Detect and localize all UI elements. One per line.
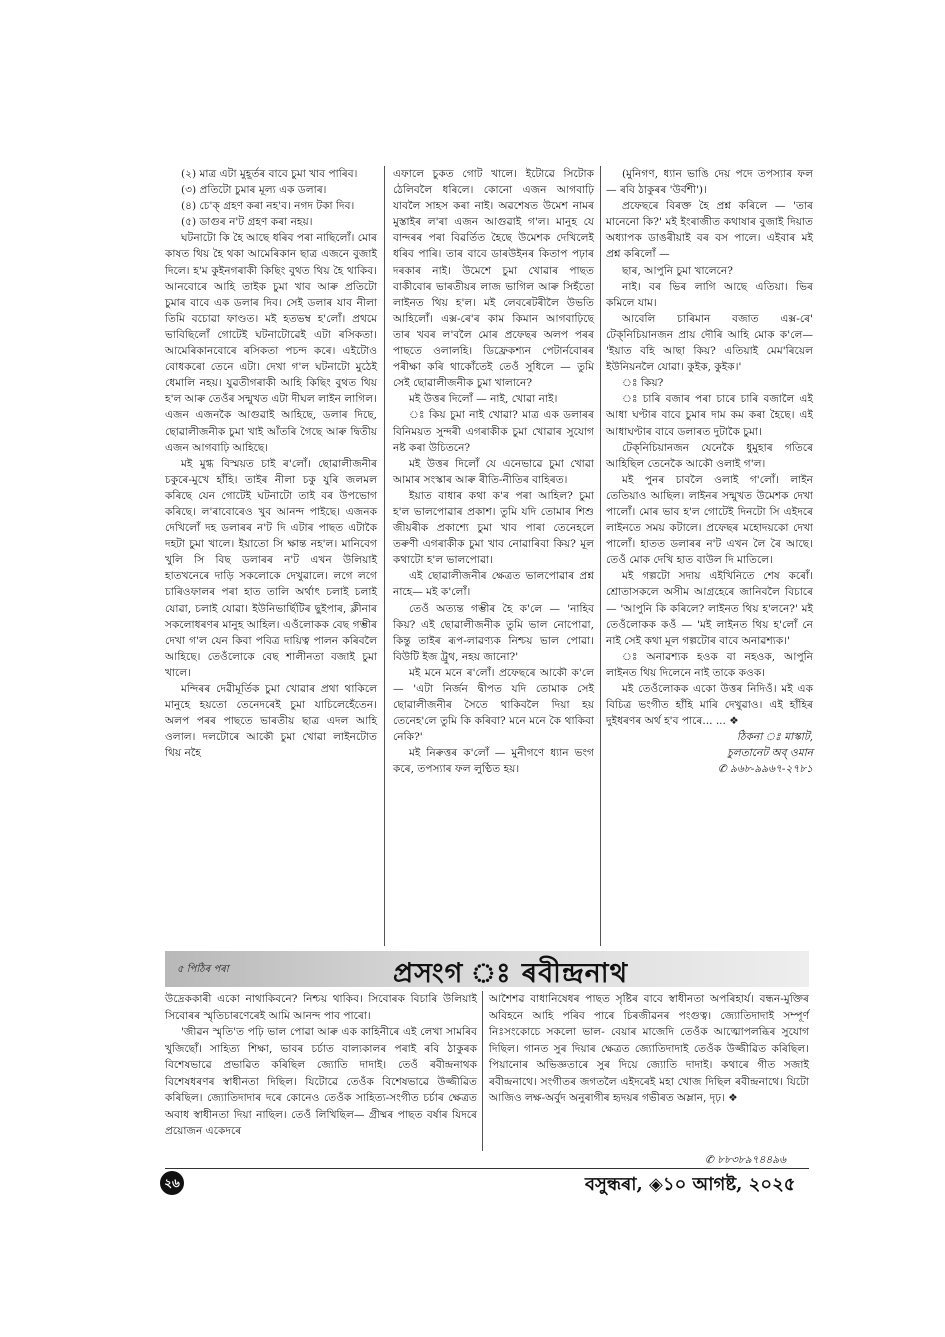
column-divider [482,991,483,1151]
paragraph: মই মনে মনে ৰ'লোঁ। প্ৰফেছৰে আকৌ ক'লে — 'এটা নিৰ্জন দ্বীপত যদি তোমাক সেই ছোৱালীজনীৰ সৈতে থাকিবলৈ দিয়া হয় তেনেহ'লে তুমি কি কৰিবা? মনে মনে কৈ থাকিবা নেকি?' [393,666,594,744]
paragraph: ঘটনাটো কি হৈ আছে ধৰিব পৰা নাছিলোঁ। মোৰ কাষত থিয় হৈ থকা আমেৰিকান ছাত্ৰ এজনে বুজাই দিলে। হ'ম কুইনগৰাকী কিছিং বুথত থিয় হৈ থাকিব। আনবোৰে আহি তাইক চুমা খাব আৰু প্ৰতিটো চুমাৰ বাবে এক ডলাৰ দিব। সেই ডলাৰ যাব নীলা তিমি বচোৱা ফাণ্ডত। মই হতভম্ব হ'লোঁ। প্ৰথমে ভাবিছিলোঁ গোটেই ঘটনাটোৱেই এটা ৰসিকতা। আমেৰিকানবোৰে ৰসিকতা পচন্দ কৰে। এইটোও বোধকৰো তেনে এটা। দেখা গ'ল ঘটনাটো মুঠেই ধেমালি নহয়। যুৱতীগৰাকী আহি কিছিং বুথত থিয় হ'ল আৰু তেওঁৰ সন্মুখত এটা দীঘল লাইন লাগিল। এজন এজনকৈ আগুৱাই আহিছে, ডলাৰ দিছে, ছোৱালীজনীক চুমা খাই আঁতৰি গৈছে আৰু দ্বিতীয় এজন আগবাঢ়ি আহিছে। [165,232,377,454]
paragraph: মই উত্তৰ দিলোঁ — নাই, খোৱা নাই। [409,393,558,406]
column-divider [384,166,385,946]
paragraph: মই পুনৰ চাবলৈ ওলাই গ'লোঁ। লাইন তেতিয়াও আছিল। লাইনৰ সন্মুখত উমেশক দেখা পালোঁ। মোৰ ভাব হ'ল গোটেই দিনটো সি এইদৰে লাইনতে সময় কটালে। প্ৰফেছৰ মহোদয়কো দেখা পালোঁ। হাতত ডলাৰৰ ন'ট এখন লৈ ৰৈ আছে। তেওঁ মোক দেখি হাত বাউল দি মাতিলে। [606,473,813,567]
footer-rule [165,1168,809,1169]
paragraph: মই তেওঁলোকক একো উত্তৰ নিদিওঁ। মই এক বিচিত্ৰ ভংগীত হাঁহি মাৰি দেখুৱাও। এই হাঁহিৰ দুইধৰণৰ অৰ্থ হ'ব পাৰে... ... ❖ [606,683,813,728]
paragraph: ইয়াত বাধাৰ কথা ক'ৰ পৰা আহিল? চুমা হ'ল ভালপোৱাৰ প্ৰকাশ। তুমি যদি তোমাৰ শিশু জীয়ৰীক প্ৰকাশ্যে চুমা খাব পাৰা তেনেহলে তৰুণী এগৰাকীক চুমা খাব নোৱাৰিবা কিয়? মূল কথাটো হ'ল ভালপোৱা। [393,489,594,567]
paragraph: (২) মাত্ৰ এটা মুহূৰ্তৰ বাবে চুমা খাব পাৰিব। [181,168,358,180]
paragraph: এফালে চুকত গোট খালে। ইটোৱে সিটোক ঠেলিবলৈ ধৰিলে। কোনো এজন আগবাঢ়ি যাবলৈ সাহস কৰা নাই। অৱশেষত উমেশ নামৰ মুস্তাইৰ ল'ৰা এজন আগুৱাই গ'ল। মানুহ যে বান্দৰৰ পৰা বিৱৰ্তিত হৈছে উমেশক দেখিলেই ধৰিব পাৰি। তাৰ বাবে ডাৰউইনৰ কিতাপ পঢ়াৰ দৰকাৰ নাই। উমেশে চুমা খোৱাৰ পাছত বাকীবোৰ ভাৰতীয়ৰ লাজ ভাগিল আৰু সিহঁতো লাইনত থিয় হ'ল। মই লেবৰেটৰীলৈ উভতি আহিলোঁ। এক্স-ৰে'ৰ কাম কিমান আগবাঢ়িছে তাৰ খবৰ ল'বলৈ মোৰ প্ৰফেছৰ অলপ পৰৰ পাছতে ওলালহি। ডিফ্ৰেকশ্যন পেটাৰ্নবোৰৰ পৰীক্ষা কৰি থাকোঁতেই তেওঁ সুধিলে — তুমি সেই ছোৱালীজনীক চুমা খালানে? [393,168,594,390]
article-column-2 [393,166,594,778]
paragraph: (মুনিগণ, ধ্যান ভাঙি দেয় পদে তপস্যাৰ ফল — ৰবি ঠাকুৰৰ 'উৰ্বশী')। [606,168,813,197]
paragraph: মই গল্পটো সদায় এইখিনিতে শেষ কৰোঁ। শ্ৰোতাসকলে অসীম আগ্ৰহেৰে জানিবলৈ বিচাৰে — 'আপুনি কি কৰিলে? লাইনত থিয় হ'লনে?' মই তেওঁলোকক কওঁ — 'মই লাইনত থিয় হ'লোঁ নে নাই সেই কথা মূল গল্পটোৰ বাবে অনাৱশ্যক।' [606,570,813,647]
paragraph: (৩) প্ৰতিটো চুমাৰ মূল্য এক ডলাৰ। [181,184,327,197]
article-column-3 [606,166,813,778]
paragraph: মন্দিৰৰ দেৱীমূৰ্তিক চুমা খোৱাৰ প্ৰথা থাকিলে মানুহে হয়তো তেনেদৰেই চুমা যাচিলেহেঁতেন। অলপ পৰৰ পাছতে ভাৰতীয় ছাত্ৰ এদল আহি ওলাল। দলটোৰে আকৌ চুমা খোৱা লাইনটোত থিয় নহৈ [165,683,377,760]
paragraph: মই নিৰুত্তৰ ক'লোঁ — মুনীগণে ধ্যান ভংগ কৰে, তপস্যাৰ ফল লুণ্ঠিত হয়। [393,747,594,776]
continued-column-1 [165,991,477,1140]
paragraph: (৪) চে'ক্ গ্ৰহণ কৰা নহ'ব। নগদ টকা দিব। [181,200,355,213]
paragraph: উদ্ৰেককাৰী একো নাথাকিবনে? নিশ্চয় থাকিব। সিবোৰক বিচাৰি উলিয়াই সিবোৰৰ স্মৃতিচাৰণেৰেই আমি আনন্দ পাব পাৰো। [165,993,477,1022]
column-divider [600,166,601,946]
paragraph: ছাৰ, আপুনি চুমা খালেনে? [622,264,733,277]
continued-column-2 [489,991,809,1107]
author-address: ঠিকনা ঃ মাস্কাট, [736,731,813,744]
paragraph: টেক্‌নিচিয়ানজন যেনেকৈ ধুমুহাৰ গতিৰে আহিছিল তেনেকৈ আকৌ ওলাই গ'ল। [606,441,813,470]
author-place: চুলতানেট অব্ ওমান [727,747,813,760]
paragraph: তেওঁ অত্যন্ত গম্ভীৰ হৈ ক'লে — 'নাহিব কিয়? এই ছোৱালীজনীক তুমি ভাল নোপোৱা, কিন্তু তাইৰ ৰূপ-লাৱণ্যক নিশ্চয় ভাল পোৱা। বিউটি ইজ ট্ৰুথ, নহয় জানো?' [393,602,594,663]
paragraph: মই উত্তৰ দিলোঁ যে এনেভাৱে চুমা খোৱা আমাৰ সংস্কাৰ আৰু ৰীতি-নীতিৰ বাহিৰত। [393,457,594,486]
section-banner [165,951,809,987]
paragraph: (৫) ডাগুৰ ন'ট গ্ৰহণ কৰা নহয়। [181,216,313,229]
paragraph: আবেলি চাৰিমান বজাত এক্স-ৰে' টেক্‌নিচিয়ানজন প্ৰায় দৌৰি আহি মোক ক'লে— 'ইয়াত বহি আছা কিয়? এতিয়াই মেম'ৰিয়েল ইউনিয়নলৈ যোৱা। কুইক, কুইক।' [606,312,813,374]
paragraph: ঃ কিয় চুমা নাই খোৱা? মাত্ৰ এক ডলাৰৰ বিনিময়ত সুন্দৰী এগৰাকীক চুমা খোৱাৰ সুযোগ নষ্ট কৰা উচিতনে? [393,409,594,454]
paragraph: এই ছোৱালীজনীৰ ক্ষেত্ৰত ভালপোৱাৰ প্ৰশ্ন নাহে— মই ক'লোঁ। [393,570,594,599]
author-phone-2: ✆ ৮৮৩৮৯৭৪৪৯৬ [705,1154,787,1166]
paragraph: ঃ অনাৱশ্যক হওক বা নহওক, আপুনি লাইনত থিয় দিলেনে নাই তাকে কওক। [606,650,813,679]
paragraph: 'জীৱন স্মৃতি'ত পঢ়ি ভাল পোৱা আৰু এক কাহিনীৰে এই লেখা সামৰিব খুজিছোঁ। সাহিত্য শিক্ষা, ভাবৰ চৰ্চাত বাল্যকালৰ পৰাই ৰবি ঠাকুৰক বিশেষভাৱে প্ৰভাৱিত কৰিছিল জ্যোতি দাদাই। তেওঁ ৰবীন্দ্ৰনাথক বিশেষধৰণৰ স্বাধীনতা দিছিল। যিটোৱে তেওঁক বিশেষভাৱে উজ্জীৱিত কৰিছিল। জ্যোতিদাদাৰ দৰে কোনেও তেওঁক সাহিত্য-সংগীত চৰ্চাৰ ক্ষেত্ৰত অবাধ স্বাধীনতা দিয়া নাছিল। তেওঁ লিখিছিল— গ্ৰীষ্মৰ পাছত বৰ্ষাৰ যিদৰে প্ৰয়োজন একেদৰে [165,1026,477,1137]
paragraph: নাই। বৰ ভিৰ লাগি আছে এতিয়া। ভিৰ কমিলে যাম। [606,280,813,309]
publication-masthead: বসুন্ধৰা, ◈১০ আগষ্ট, ২০২৫ [585,1174,796,1195]
paragraph: ঃ চাৰি বজাৰ পৰা চাৰে চাৰি বজালৈ এই আধা ঘণ্টাৰ বাবে চুমাৰ দাম কম কৰা হৈছে। এই আধাঘণ্টাৰ বাবে ডলাৰত দুটাকৈ চুমা। [606,393,813,438]
article-column-1 [165,166,377,761]
author-phone: ✆ ৯৬৮-৯৯৬৭-২৭৮১ [717,763,813,776]
paragraph: প্ৰফেছৰে বিৰক্ত হৈ প্ৰশ্ন কৰিলে — 'তাৰ মানেনো কি?' মই ইংৰাজীত কথাষাৰ বুজাই দিয়াত অধ্যাপক ডাঙৰীয়াই বৰ বস পালে। এইবাৰ মই প্ৰশ্ন কৰিলোঁ — [606,200,813,261]
page-number: ২৬ [160,1171,184,1195]
paragraph: আশৈশৱ বাধানিষেধৰ পাছত সৃষ্টিৰ বাবে স্বাধীনতা অপৰিহাৰ্য। বন্ধন-মুক্তিৰ অবিহনে আহি পৰিব পাৰে চিৰজীৱনৰ পংগুত্ব। জ্যোতিদাদাই সম্পূৰ্ণ নিঃসংকোচে সকলো ভাল- বেয়াৰ মাজেদি তেওঁক আত্মোপলব্ধিৰ সুযোগ দিছিল। গানত সুৰ দিয়াৰ ক্ষেত্ৰত জ্যোতিদাদাই তেওঁক উজ্জীৱিত কৰিছিল। পিয়ানোৰ অভিজ্ঞতাৰে সুৰ দিয়ে জ্যোতি দাদাই। কথাৰে গীত সজাই ৰবীন্দ্ৰনাথে। সংগীতৰ জগতলৈ এইদৰেই মহা খোজ দিছিল ৰবীন্দ্ৰনাথে। যিটো আজিও লক্ষ-অৰ্বুদ অনুৰাগীৰ হৃদয়ৰ গভীৰত অম্লান, দৃঢ়। ❖ [489,993,809,1104]
paragraph: ঃ কিয়? [622,377,664,390]
continued-from-label: ৫ পিঠিৰ পৰা [177,964,229,975]
paragraph: মই মুগ্ধ বিস্ময়ত চাই ৰ'লোঁ। ছোৱালীজনীৰ চকুৰে-মুখে হাঁহি। তাইৰ নীলা চকু যুৰি জলমল কৰিছে যেন গোটেই ঘটনাটো তাই বৰ উপভোগ কৰিছে। ল'ৰাবোৰেও খুব আনন্দ পাইছে। এজনক দেখিলোঁ দহ ডলাৰৰ ন'ট দি এটাৰ পাছত এটাকৈ দহটা চুমা খালে। ইয়াতো সি ক্ষান্ত নহ'ল। মানিবেগ খুলি সি বিছ ডলাৰৰ ন'ট এখন উলিয়াই হাতখনেৰে দাড়ি সকলোকে দেখুৱালে। লগে লগে চাৰিওফালৰ পৰা হাত তালি অৰ্থাৎ চলাই চলাই যোৱা, চলাই যোৱা। ইউনিভাৰ্ছিটিৰ ছুইপাৰ, ক্লীনাৰ সকলোধৰণৰ মানুহ আহিল। এওঁলোকক বেছ গম্ভীৰ দেখা গ'ল যেন কিবা পবিত্ৰ দায়িত্ব পালন কৰিবলৈ আহিছে। তেওঁলোকে বেছ শালীনতা বজাই চুমা খালে। [165,457,377,679]
section-title: প্ৰসংগ ঃ ৰবীন্দ্ৰনাথ [393,958,629,989]
